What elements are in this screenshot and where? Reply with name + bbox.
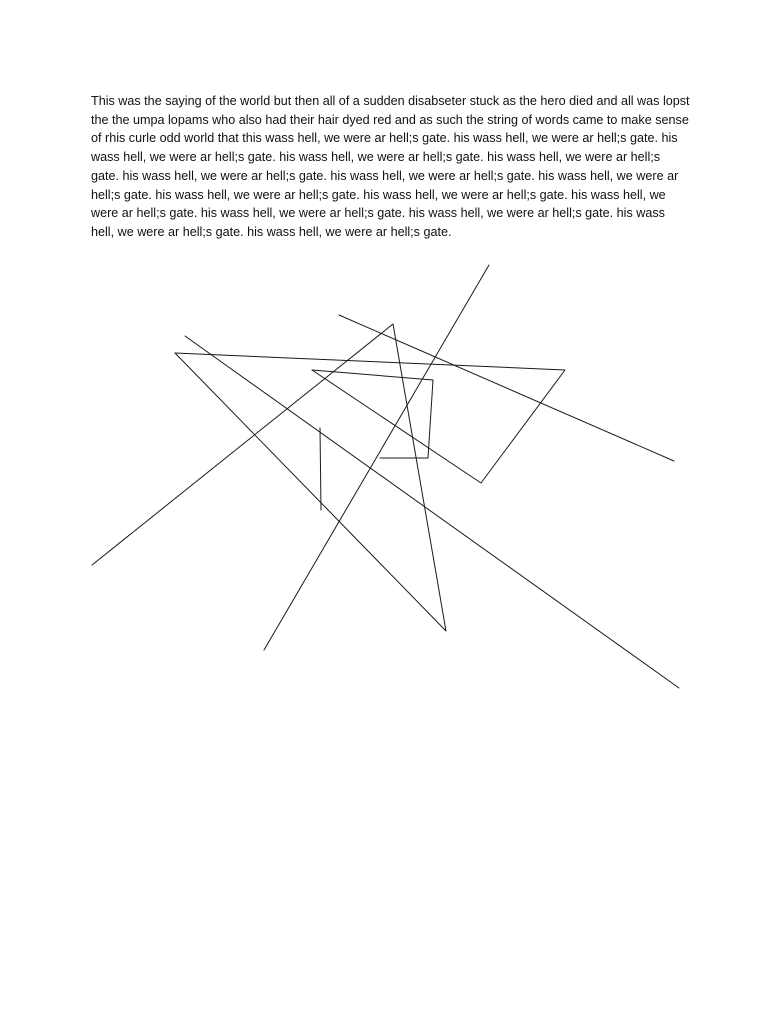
sketch-stroke-right-diagonal — [339, 315, 674, 461]
sketch-stroke-vertical-tick — [320, 428, 321, 510]
body-paragraph: This was the saying of the world but then all of a sudden disabseter stuck as the hero died and all was lopst the the umpa lopams who also had their hair dyed red and as such the string of words came to make sense of rhis curle odd world that this wass hell, we were ar hell;s gate. his wass hell, we were ar hell;s gate. his wass hell, we were ar hell;s gate. his wass hell, we were ar hell;s gate. his wass hell, we were ar hell;s gate. his wass hell, we were ar hell;s gate. his wass hell, we were ar hell;s gate. his wass hell, we were ar hell;s gate. his wass hell, we were ar hell;s gate. his wass hell, we were ar hell;s gate. his wass hell, we were ar hell;s gate. his wass hell, we were ar hell;s gate. his wass hell, we were ar hell;s gate. his wass hell, we were ar hell;s gate. his wass hell, we were ar hell;s gate. — [91, 94, 690, 239]
sketch-stroke-rising-diagonal — [264, 265, 489, 650]
sketch-stroke-zigzag — [92, 324, 446, 631]
sketch-stroke-small-box — [312, 370, 433, 458]
sketch-stroke-triangle — [175, 353, 565, 483]
